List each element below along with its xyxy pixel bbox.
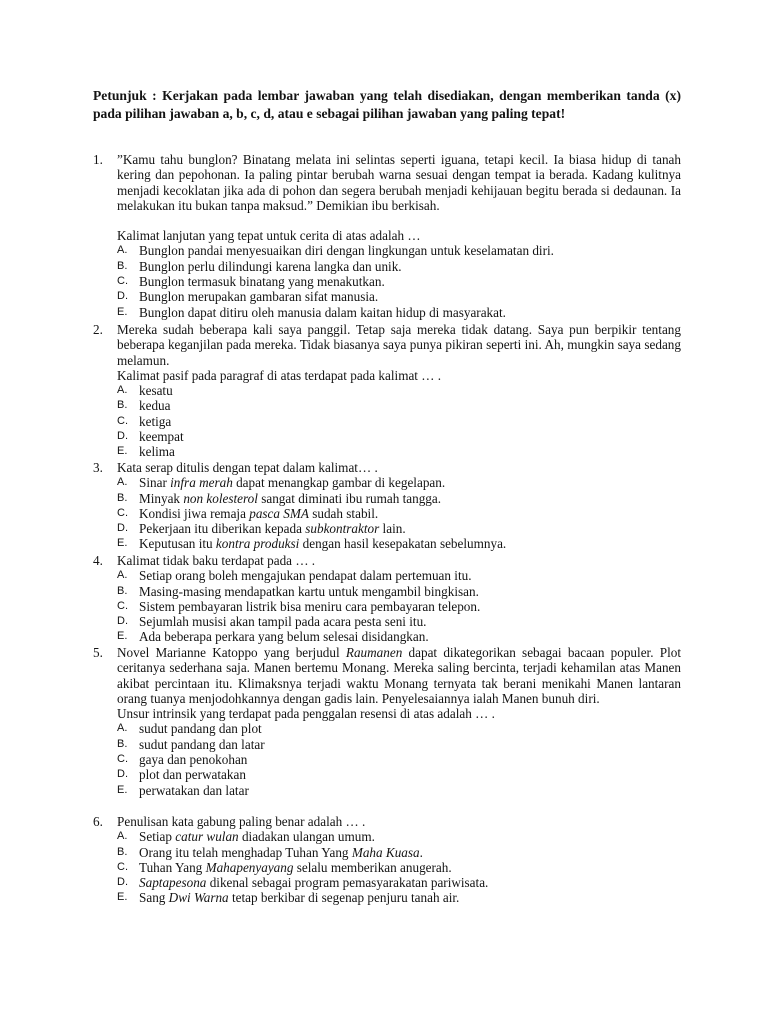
option-b[interactable] (117, 491, 681, 506)
option-letter: E. (117, 630, 128, 643)
option-a[interactable] (117, 568, 681, 583)
option-text: Bunglon pandai menyesuaikan diri dengan lingkungan untuk keselamatan diri. (139, 243, 554, 259)
option-text: Sistem pembayaran listrik bisa meniru cara pembayaran telepon. (139, 598, 481, 614)
question-2 (93, 322, 681, 460)
option-e[interactable] (117, 890, 681, 905)
question-3 (93, 460, 681, 552)
option-letter: D. (117, 430, 128, 443)
option-letter: C. (117, 599, 128, 612)
option-text: Bunglon termasuk binatang yang menakutkan. (139, 274, 385, 290)
option-d[interactable] (117, 521, 681, 536)
option-text-post: dikenal sebagai program pemasyarakatan pariwisata. (206, 875, 489, 891)
option-a[interactable] (117, 475, 681, 490)
question-1 (93, 152, 681, 320)
option-italic-term: subkontraktor (305, 521, 380, 537)
option-text: kesatu (139, 383, 173, 399)
option-text-pre: Setiap (139, 829, 176, 845)
question-4 (93, 553, 681, 645)
option-e[interactable] (117, 444, 681, 459)
option-letter: D. (117, 615, 128, 628)
option-text-post: selalu memberikan anugerah. (293, 859, 452, 875)
option-letter: B. (117, 259, 128, 272)
option-letter: A. (117, 722, 128, 735)
passage-text-post: dapat dikategorikan sebagai bacaan populer. Plot ceritanya sederhana saja. Manen bertemu Monang. Mereka saling bercinta, terjadi kehamilan atas Manen akibat percintaan itu. Klimaksnya terjadi waktu Monang ternyata tak berani menikahi Manen lantaran orang tuanya menjodohkannya dengan gadis lain. Penyelesaiannya ialah Manen bunuh diri. (117, 645, 681, 706)
question-prompt: Kata serap ditulis dengan tepat dalam kalimat… . (117, 460, 378, 475)
option-c[interactable] (117, 860, 681, 875)
option-italic-term: non kolesterol (183, 490, 258, 506)
option-d[interactable] (117, 289, 681, 304)
option-d[interactable] (117, 429, 681, 444)
question-number: 2. (93, 322, 103, 337)
option-c[interactable] (117, 752, 681, 767)
option-a[interactable] (117, 243, 681, 258)
option-text: Masing-masing mendapatkan kartu untuk mengambil bingkisan. (139, 583, 479, 599)
option-e[interactable] (117, 783, 681, 798)
novel-title: Raumanen (345, 645, 403, 660)
option-italic-term: Maha Kuasa (351, 844, 420, 860)
option-text-post: lain. (379, 521, 406, 537)
question-prompt: Kalimat lanjutan yang tepat untuk cerita di atas adalah … (117, 228, 421, 244)
option-letter: E. (117, 891, 128, 904)
option-a[interactable] (117, 383, 681, 398)
question-passage: Mereka sudah beberapa kali saya panggil. Tetap saja mereka tidak datang. Saya pun berpikir tentang beberapa keganjilan pada mereka. Tidak biasanya saya punya pikiran seperti ini. Ah, mungkin saya sedang melamun. (117, 322, 681, 368)
option-letter: D. (117, 290, 128, 303)
option-letter: A. (117, 384, 128, 397)
option-letter: E. (117, 783, 128, 796)
option-c[interactable] (117, 506, 681, 521)
option-text: plot dan perwatakan (139, 767, 246, 783)
option-letter: A. (117, 569, 128, 582)
instructions: Petunjuk : Kerjakan pada lembar jawaban yang telah disediakan, dengan memberikan tanda (x) pada pilihan jawaban a, b, c, d, atau e sebagai pilihan jawaban yang paling tepat! (93, 88, 681, 122)
option-text-post: dapat menangkap gambar di kegelapan. (232, 475, 446, 491)
option-letter: E. (117, 445, 128, 458)
option-text-pre: Minyak (139, 490, 184, 506)
option-letter: A. (117, 476, 128, 489)
option-text: sudut pandang dan plot (139, 721, 262, 737)
option-letter: D. (117, 522, 128, 535)
option-letter: D. (117, 876, 128, 889)
option-text: gaya dan penokohan (139, 752, 248, 768)
option-a[interactable] (117, 721, 681, 736)
option-letter: B. (117, 399, 128, 412)
question-6 (93, 814, 681, 906)
option-letter: B. (117, 491, 128, 504)
option-text-post: diadakan ulangan umum. (238, 829, 375, 845)
option-text-pre: Kondisi jiwa remaja (139, 505, 250, 521)
option-text-post: sudah stabil. (308, 505, 379, 521)
option-letter: C. (117, 753, 128, 766)
question-number: 6. (93, 814, 103, 829)
option-text-pre: Sinar (139, 475, 171, 491)
option-b[interactable] (117, 845, 681, 860)
option-text-post: . (419, 844, 423, 860)
question-number: 5. (93, 645, 103, 660)
option-text-post: sangat diminati ibu rumah tangga. (257, 490, 442, 506)
option-e[interactable] (117, 629, 681, 644)
question-number: 4. (93, 553, 103, 568)
option-text: keempat (139, 429, 184, 445)
option-letter: B. (117, 737, 128, 750)
option-text-post: dengan hasil kesepakatan sebelumnya. (299, 536, 507, 552)
option-italic-term: Saptapesona (139, 875, 207, 891)
question-number: 3. (93, 460, 103, 475)
question-prompt: Kalimat pasif pada paragraf di atas terdapat pada kalimat … . (117, 367, 442, 383)
option-letter: C. (117, 275, 128, 288)
option-italic-term: pasca SMA (249, 505, 309, 521)
option-text-pre: Keputusan itu (139, 536, 216, 552)
option-text-pre: Sang (139, 890, 169, 906)
option-e[interactable] (117, 305, 681, 320)
option-text: kedua (139, 398, 171, 414)
option-text: Bunglon dapat ditiru oleh manusia dalam kaitan hidup di masyarakat. (139, 304, 506, 320)
option-c[interactable] (117, 274, 681, 289)
option-text: perwatakan dan latar (139, 782, 249, 798)
option-text-pre: Tuhan Yang (139, 859, 206, 875)
option-c[interactable] (117, 599, 681, 614)
option-b[interactable] (117, 584, 681, 599)
option-letter: C. (117, 414, 128, 427)
option-text: Bunglon perlu dilindungi karena langka dan unik. (139, 258, 402, 274)
option-italic-term: infra merah (170, 475, 233, 491)
option-italic-term: Dwi Warna (168, 890, 229, 906)
option-text: kelima (139, 444, 175, 460)
question-passage: ”Kamu tahu bunglon? Binatang melata ini selintas seperti iguana, tetapi kecil. Ia biasa hidup di tanah kering dan pepohonan. Ia paling pintar berubah warna sesuai dengan tempat ia berada. Kadang kulitnya menjadi kecoklatan jika ada di pohon dan segera berubah menjadi kehijauan begitu berada si dedaunan. Ia melakukan itu bukan tanpa maksud.” Demikian ibu berkisah. (117, 152, 681, 213)
option-italic-term: kontra produksi (215, 536, 300, 552)
option-text: sudut pandang dan latar (139, 736, 265, 752)
option-text: ketiga (139, 413, 172, 429)
option-letter: E. (117, 537, 128, 550)
question-5 (93, 645, 681, 798)
option-letter: C. (117, 860, 128, 873)
option-text: Sejumlah musisi akan tampil pada acara pesta seni itu. (139, 614, 427, 630)
question-passage (117, 645, 681, 706)
option-d[interactable] (117, 767, 681, 782)
option-text-pre: Pekerjaan itu diberikan kepada (139, 521, 306, 537)
option-text-pre: Orang itu telah menghadap Tuhan Yang (139, 844, 352, 860)
question-prompt: Penulisan kata gabung paling benar adalah … . (117, 814, 366, 829)
option-e[interactable] (117, 536, 681, 551)
option-b[interactable] (117, 398, 681, 413)
passage-text-pre: Novel Marianne Katoppo yang berjudul (117, 645, 346, 660)
option-d[interactable] (117, 875, 681, 890)
option-text: Setiap orang boleh mengajukan pendapat dalam pertemuan itu. (139, 568, 472, 584)
option-text: Ada beberapa perkara yang belum selesai disidangkan. (139, 629, 429, 645)
option-letter: C. (117, 506, 128, 519)
option-b[interactable] (117, 737, 681, 752)
option-d[interactable] (117, 614, 681, 629)
option-letter: B. (117, 584, 128, 597)
option-letter: B. (117, 845, 128, 858)
question-number: 1. (93, 152, 103, 167)
option-text: Bunglon merupakan gambaran sifat manusia. (139, 289, 379, 305)
option-text-post: tetap berkibar di segenap penjuru tanah air. (228, 890, 460, 906)
option-letter: A. (117, 244, 128, 257)
option-b[interactable] (117, 259, 681, 274)
option-letter: D. (117, 768, 128, 781)
option-letter: A. (117, 830, 128, 843)
option-italic-term: catur wulan (175, 829, 239, 845)
option-letter: E. (117, 305, 128, 318)
option-a[interactable] (117, 829, 681, 844)
question-prompt: Kalimat tidak baku terdapat pada … . (117, 553, 316, 568)
question-prompt: Unsur intrinsik yang terdapat pada penggalan resensi di atas adalah … . (117, 706, 495, 722)
option-italic-term: Mahapenyayang (205, 859, 294, 875)
option-c[interactable] (117, 414, 681, 429)
